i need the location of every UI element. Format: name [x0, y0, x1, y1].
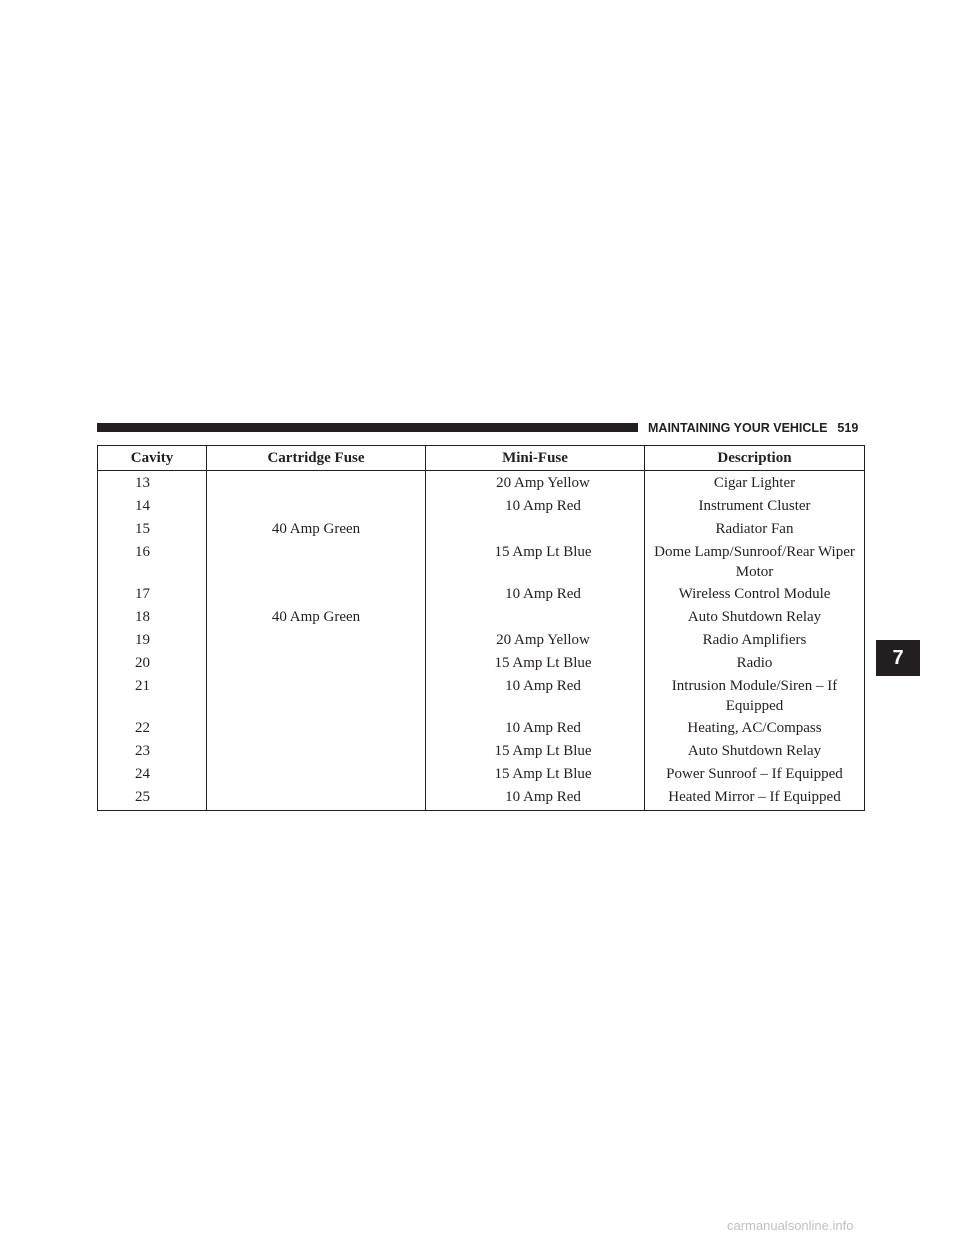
cell-cavity: 24 [98, 763, 207, 786]
table-row [98, 471, 865, 496]
cell-cartridge-fuse [207, 786, 426, 811]
header-rule [97, 423, 638, 432]
cell-cavity: 17 [98, 583, 207, 606]
cell-cavity: 13 [98, 471, 207, 496]
table-header-row [98, 446, 865, 471]
table-row [98, 541, 865, 583]
cell-mini-fuse: 10 Amp Red [426, 717, 645, 740]
cell-mini-fuse: 15 Amp Lt Blue [426, 652, 645, 675]
cell-cartridge-fuse [207, 675, 426, 717]
cell-cartridge-fuse: 40 Amp Green [207, 518, 426, 541]
cell-description: Auto Shutdown Relay [645, 740, 865, 763]
table-row [98, 786, 865, 811]
cell-description: Instrument Cluster [645, 495, 865, 518]
cell-cavity: 18 [98, 606, 207, 629]
cell-cartridge-fuse [207, 652, 426, 675]
cell-description: Wireless Control Module [645, 583, 865, 606]
cell-cartridge-fuse [207, 471, 426, 496]
cell-mini-fuse: 10 Amp Red [426, 495, 645, 518]
cell-description: Auto Shutdown Relay [645, 606, 865, 629]
cell-description: Power Sunroof – If Equipped [645, 763, 865, 786]
cell-mini-fuse: 15 Amp Lt Blue [426, 763, 645, 786]
cell-mini-fuse: 15 Amp Lt Blue [426, 541, 645, 583]
cell-mini-fuse: 15 Amp Lt Blue [426, 740, 645, 763]
table-row [98, 740, 865, 763]
cell-description: Radiator Fan [645, 518, 865, 541]
cell-mini-fuse [426, 518, 645, 541]
table-row [98, 495, 865, 518]
cell-description: Heated Mirror – If Equipped [645, 786, 865, 811]
table-row [98, 763, 865, 786]
table-row [98, 652, 865, 675]
cell-mini-fuse: 10 Amp Red [426, 583, 645, 606]
cell-cartridge-fuse [207, 541, 426, 583]
cell-description: Heating, AC/Compass [645, 717, 865, 740]
cell-description: Intrusion Module/Siren – If Equipped [645, 675, 865, 717]
chapter-tab: 7 [876, 640, 920, 676]
cell-description: Radio Amplifiers [645, 629, 865, 652]
table-row [98, 583, 865, 606]
cell-cavity: 22 [98, 717, 207, 740]
cell-cartridge-fuse [207, 740, 426, 763]
watermark-text: carmanualsonline.info [727, 1218, 854, 1233]
cell-cartridge-fuse [207, 763, 426, 786]
cell-cavity: 21 [98, 675, 207, 717]
page-number: 519 [837, 421, 859, 435]
cell-cavity: 25 [98, 786, 207, 811]
cell-cavity: 14 [98, 495, 207, 518]
cell-cartridge-fuse [207, 717, 426, 740]
cell-description: Cigar Lighter [645, 471, 865, 496]
cell-mini-fuse: 20 Amp Yellow [426, 471, 645, 496]
fuse-table [97, 445, 865, 811]
table-row [98, 518, 865, 541]
cell-cavity: 20 [98, 652, 207, 675]
running-header [648, 418, 868, 438]
cell-cartridge-fuse [207, 495, 426, 518]
cell-cavity: 23 [98, 740, 207, 763]
cell-mini-fuse [426, 606, 645, 629]
cell-description: Dome Lamp/Sunroof/Rear Wiper Motor [645, 541, 865, 583]
table-body [98, 471, 865, 811]
cell-cavity: 15 [98, 518, 207, 541]
section-title: MAINTAINING YOUR VEHICLE [648, 421, 828, 435]
table-row [98, 606, 865, 629]
column-header-cartridge-fuse: Cartridge Fuse [207, 446, 426, 471]
cell-cartridge-fuse: 40 Amp Green [207, 606, 426, 629]
cell-cartridge-fuse [207, 583, 426, 606]
cell-mini-fuse: 10 Amp Red [426, 786, 645, 811]
cell-cavity: 19 [98, 629, 207, 652]
cell-cavity: 16 [98, 541, 207, 583]
table-row [98, 629, 865, 652]
cell-description: Radio [645, 652, 865, 675]
table-row [98, 717, 865, 740]
column-header-mini-fuse: Mini-Fuse [426, 446, 645, 471]
cell-cartridge-fuse [207, 629, 426, 652]
cell-mini-fuse: 20 Amp Yellow [426, 629, 645, 652]
column-header-cavity: Cavity [98, 446, 207, 471]
cell-mini-fuse: 10 Amp Red [426, 675, 645, 717]
table-row [98, 675, 865, 717]
column-header-description: Description [645, 446, 865, 471]
